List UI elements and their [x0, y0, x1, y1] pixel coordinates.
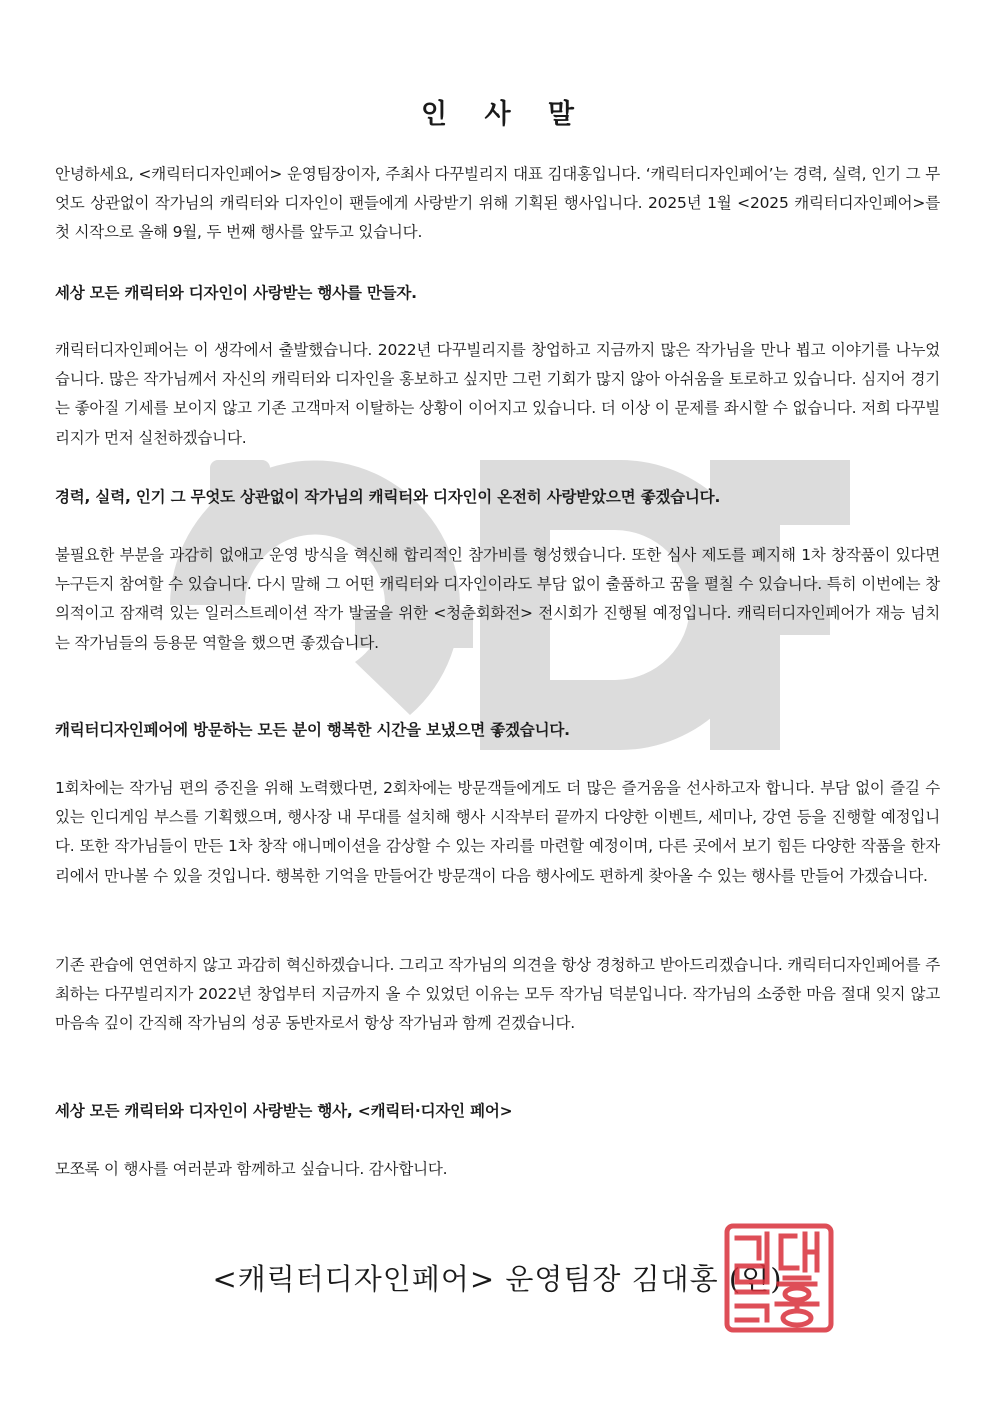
motto-heading-1: 세상 모든 캐릭터와 디자인이 사랑받는 행사를 만들자. — [55, 284, 417, 302]
motto-heading-2: 경력, 실력, 인기 그 무엇도 상관없이 작가님의 캐릭터와 디자인이 온전히 사랑받았으면 좋겠습니다. — [55, 488, 721, 506]
origin-paragraph: 캐릭터디자인페어는 이 생각에서 출발했습니다. 2022년 다꾸빌리지를 창업하고 지금까지 많은 작가님을 만나 뵙고 이야기를 나누었습니다. 많은 작가님께서 자신의 캐릭터와 디자인을 홍보하고 싶지만 그런 기회가 많지 않아 아쉬움을 토로하고 있습니다. 심지어 경기는 좋아질 기세를 보이지 않고 기존 고객마저 이탈하는 상황이 이어지고 있습니다. 더 이상 이 문제를 좌시할 수 없습니다. 저희 다꾸빌리지가 먼저 실천하겠습니다. — [55, 341, 940, 447]
closing-paragraph: 모쪼록 이 행사를 여러분과 함께하고 싶습니다. 감사합니다. — [55, 1160, 448, 1178]
motto-heading-4: 세상 모든 캐릭터와 디자인이 사랑받는 행사, <캐릭터·디자인 페어> — [55, 1102, 513, 1120]
intro-paragraph: 안녕하세요, <캐릭터디자인페어> 운영팀장이자, 주최사 다꾸빌리지 대표 김대홍입니다. ‘캐릭터디자인페어’는 경력, 실력, 인기 그 무엇도 상관없이 작가님의 캐릭터와 디자인이 팬들에게 사랑받기 위해 기획된 행사입니다. 2025년 1월 <2025 캐릭터디자인페어>를 첫 시작으로 올해 9월, 두 번째 행사를 앞두고 있습니다. — [55, 165, 940, 242]
commitment-paragraph: 기존 관습에 연연하지 않고 과감히 혁신하겠습니다. 그리고 작가님의 의견을 항상 경청하고 받아드리겠습니다. 캐릭터디자인페어를 주최하는 다꾸빌리지가 2022년 창업부터 지금까지 올 수 있었던 이유는 모두 작가님 덕분입니다. 작가님의 소중한 마음 절대 잊지 않고 마음속 깊이 간직해 작가님의 성공 동반자로서 항상 작가님과 함께 걷겠습니다. — [55, 956, 940, 1033]
signature-line: <캐릭터디자인페어> 운영팀장 김대홍 (인) — [212, 1262, 783, 1296]
motto-heading-3: 캐릭터디자인페어에 방문하는 모든 분이 행복한 시간을 보냈으면 좋겠습니다. — [55, 721, 570, 739]
visitors-paragraph: 1회차에는 작가님 편의 증진을 위해 노력했다면, 2회차에는 방문객들에게도 더 많은 즐거움을 선사하고자 합니다. 부담 없이 즐길 수 있는 인디게임 부스를 기획했으며, 행사장 내 무대를 설치해 행사 시작부터 끝까지 다양한 이벤트, 세미나, 강연 등을 진행할 예정입니다. 또한 작가님들이 만든 1차 창작 애니메이션을 감상할 수 있는 자리를 마련할 예정이며, 다른 곳에서 보기 힘든 다양한 작품을 한자리에서 만나볼 수 있을 것입니다. 행복한 기억을 만들어간 방문객이 다음 행사에도 편하게 찾아올 수 있는 행사를 만들어 가겠습니다. — [55, 779, 940, 885]
document-title: 인 사 말 — [420, 99, 589, 130]
participation-paragraph: 불필요한 부분을 과감히 없애고 운영 방식을 혁신해 합리적인 참가비를 형성했습니다. 또한 심사 제도를 폐지해 1차 창작품이 있다면 누구든지 참여할 수 있습니다. 다시 말해 그 어떤 캐릭터와 디자인이라도 부담 없이 출품하고 꿈을 펼칠 수 있습니다. 특히 이번에는 창의적이고 잠재력 있는 일러스트레이션 작가 발굴을 위한 <청춘회화전> 전시회가 진행될 예정입니다. 캐릭터디자인페어가 재능 넘치는 작가님들의 등용문 역할을 했으면 좋겠습니다. — [55, 546, 940, 652]
red-seal-stamp — [723, 1222, 835, 1334]
